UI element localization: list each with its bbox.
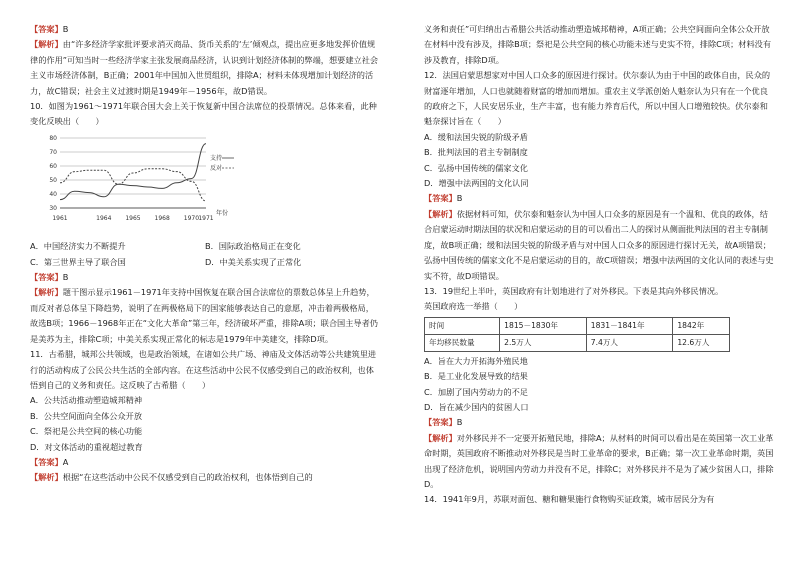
y-tick-label: 50 — [49, 176, 57, 184]
table-cell: 12.6万人 — [673, 334, 730, 351]
y-tick-label: 30 — [49, 204, 57, 212]
y-tick-label: 60 — [49, 162, 57, 170]
option-11-d: D．对文体活动的重视超过教育 — [30, 441, 143, 452]
table-cell: 年均移民数量 — [425, 334, 500, 351]
options-10-row1 — [30, 239, 380, 254]
left-column — [30, 22, 380, 486]
explanation-12: 【解析】依据材料可知，伏尔泰和魁奈认为中国人口众多的原因是有一个温和、优良的政体，结合启蒙运动时期法国的状况和启蒙运动的目的可以看出二人的探讨从侧面批判法国的君主专制制度，故B项正确；缓和法国尖锐的阶级矛盾与对中国人口众多的原因进行探讨无关，故A项错误；弘扬中国传统的儒家文化不是启蒙运动的目的，故C项错误；增强中法两国的文化认同的表述与史实不符，故D项错误。 — [424, 208, 774, 281]
explanation-13: 【解析】对外移民并不一定要开拓殖民地，排除A；从材料的时间可以看出是在英国第一次工业革命时期，英国政府不断推动对外移民是当时工业革命的要求，B正确；第一次工业革命时期，英国出现了经济危机，说明国内劳动力并没有不足，排除C；对外移民并不是为了减少贫困人口，排除D。 — [424, 432, 774, 489]
option-13-c: C．加剧了国内劳动力的不足 — [424, 386, 528, 397]
answer-13: 【答案】B — [424, 417, 463, 428]
explanation-10: 【解析】题干图示显示1961－1971年支持中国恢复在联合国合法席位的票数总体呈上升趋势，而反对者总体呈下降趋势，说明了在两极格局下的国家能够表达自己的意愿，冲击着两极格局，故选B项；1966－1968年正在“文化大革命”第三年，经济破坏严重，排除A项；联合国主导者仍是美苏为主，排除C项；中美关系实现正常化的标志是1979年中美建交，排除D项。 — [30, 287, 378, 344]
option-12-d: D．增强中法两国的文化认同 — [424, 178, 529, 189]
option-12-b: B．批判法国的君主专制制度 — [424, 147, 528, 158]
y-tick-label: 80 — [49, 134, 57, 142]
answer-11: 【答案】A — [30, 456, 69, 467]
option-12-c: C．弘扬中国传统的儒家文化 — [424, 162, 528, 173]
x-tick-label: 1971 — [198, 214, 214, 222]
option-13-d: D．旨在减少国内的贫困人口 — [424, 401, 529, 412]
table-cell: 2.5万人 — [500, 334, 587, 351]
option-13-b: B．是工业化发展导致的结果 — [424, 371, 528, 382]
answer-12: 【答案】B — [424, 193, 463, 204]
table-cell: 1815－1830年 — [500, 317, 587, 334]
legend-support: 支持 — [210, 154, 223, 162]
explanation-11: 【解析】根据“在这些活动中公民不仅感受到自己的政治权利，也体悟到自己的 — [30, 472, 313, 483]
question-14: 14．1941年9月，苏联对面包、糖和糖果施行食物购买证政策，城市居民分为有 — [424, 494, 715, 505]
table-cell: 1831－1841年 — [586, 317, 673, 334]
option-10-d: D．中美关系实现了正常化 — [205, 256, 302, 267]
table-row — [425, 334, 730, 351]
y-tick-label: 70 — [49, 148, 57, 156]
option-11-c: C．祭祀是公共空间的核心功能 — [30, 426, 143, 437]
option-10-c: C．第三世界主导了联合国 — [30, 256, 126, 267]
table-header-row — [425, 317, 730, 334]
options-10-row2 — [30, 255, 380, 270]
table-title: 英国政府选一举措（ ） — [424, 301, 523, 312]
option-11-a: A．公共活动推动塑造城邦精神 — [30, 395, 143, 406]
table-cell: 1842年 — [673, 317, 730, 334]
question-13: 13．19世纪上半叶，英国政府有计划地进行了对外移民。下表是其向外移民情况。 — [424, 285, 724, 296]
explanation-9: 【解析】由“许多经济学家批评要求消灭商品、货币关系的‘左’倾观点，提出应更多地发挥价值规律的作用”可知当时一些经济学家主张发展商品经济，认识到计划经济体制的弊端，想要建立社会主义市场经济体制，B正确；2001年中国加入世贸组织，排除A；材料未体现增加计划经济的活力，故C错误；社会主义过渡时期是1949年－1956年，故D错误。 — [30, 39, 379, 96]
right-column — [424, 22, 774, 508]
option-10-a: A．中国经济实力不断提升 — [30, 241, 126, 252]
y-tick-label: 40 — [49, 190, 57, 198]
question-10: 10．如图为1961～1971年联合国大会上关于恢复新中国合法席位的投票情况。总体来看，此种变化反映出（ ） — [30, 101, 377, 127]
option-13-a: A．旨在大力开拓海外殖民地 — [424, 355, 528, 366]
x-tick-label: 1970 — [183, 214, 200, 222]
answer-9: 【答案】B — [30, 24, 69, 34]
x-tick-label: 1961 — [52, 214, 68, 222]
series-line-oppose — [60, 169, 206, 201]
option-10-b: B．国际政治格局正在变化 — [205, 241, 301, 252]
question-12: 12．法国启蒙思想家对中国人口众多的原因进行探讨。伏尔泰认为由于中国的政体自由，民众的财富逐年增加，人口也就随着财富的增加而增加。重农主义学派创始人魁奈认为只有在一个优良的政府之下，人民安居乐业，生产丰富，也有能力养育后代，所以中国人口增殖较快。伏尔泰和魁奈探讨旨在（ ） — [424, 70, 771, 127]
legend-oppose: 反对 — [210, 164, 223, 172]
x-axis-label: 年份 — [216, 209, 229, 217]
vote-chart — [38, 132, 238, 232]
answer-10: 【答案】B — [30, 272, 69, 283]
explanation-11-continued: 义务和责任”可归纳出古希腊公共活动推动塑造城邦精神，A项正确；公共空间面向全体公众开放在材料中没有涉及，排除B项；祭祀是公共空间的核心功能未述与史实不符，排除C项；材料没有涉及教育，排除D项。 — [424, 24, 772, 65]
x-tick-label: 1964 — [96, 214, 112, 222]
x-tick-label: 1968 — [154, 214, 170, 222]
option-12-a: A．缓和法国尖锐的阶级矛盾 — [424, 131, 528, 142]
emigration-table — [424, 317, 730, 352]
table-cell: 时间 — [425, 317, 500, 334]
table-cell: 7.4万人 — [586, 334, 673, 351]
option-11-b: B．公共空间面向全体公众开放 — [30, 410, 143, 421]
x-tick-label: 1965 — [125, 214, 141, 222]
question-11: 11．古希腊，城邦公共领域，也是政治领域，在诸如公共广场、神庙及文体活动等公共建筑里进行的活动构成了公民公共生活的全部内容。在这些活动中公民不仅感受到自己的政治权利，也体悟到自己的义务和责任。这反映了古希腊（ ） — [30, 349, 377, 390]
